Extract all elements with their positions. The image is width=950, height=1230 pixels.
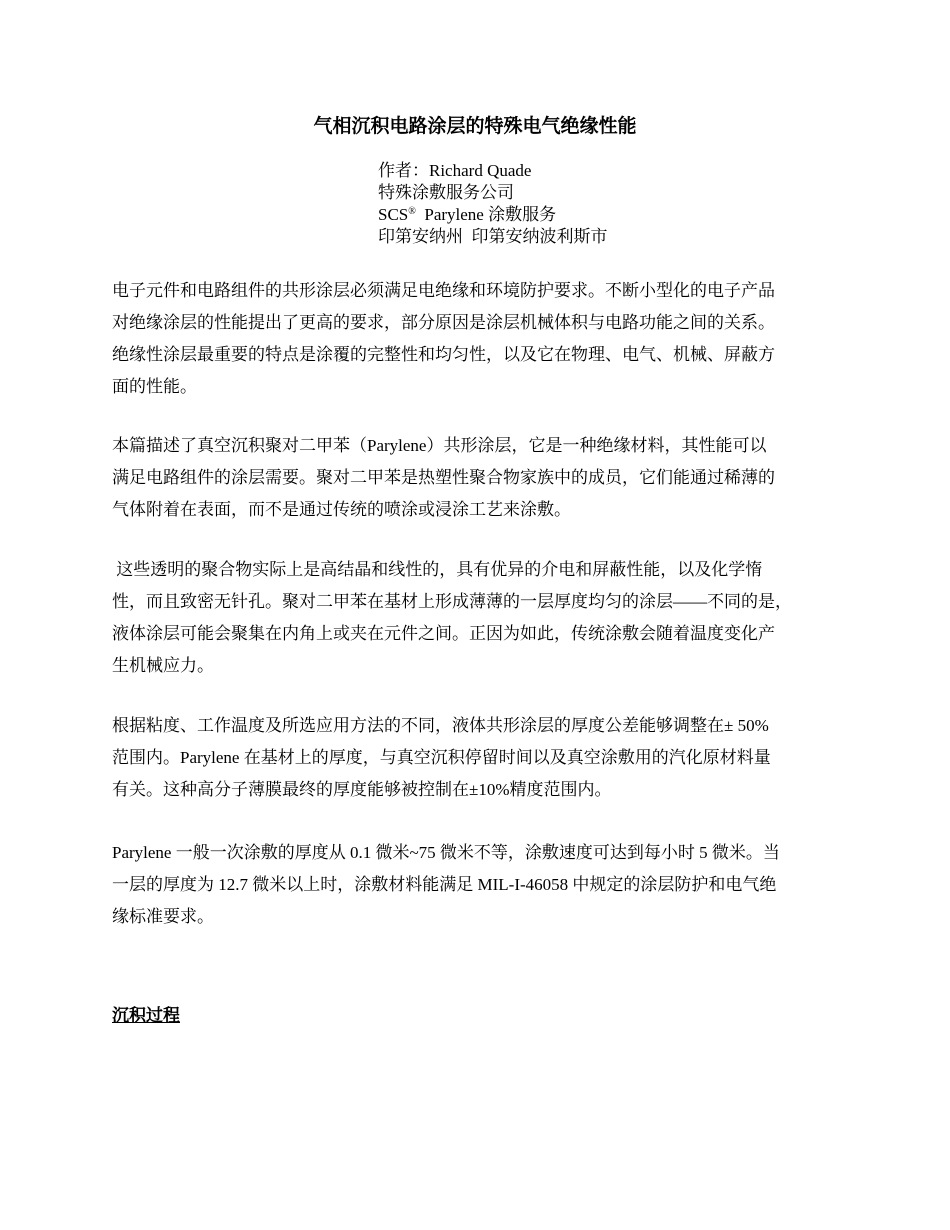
paragraph-1: [112, 275, 842, 403]
paragraph-line: 气体附着在表面，而不是通过传统的喷涂或浸涂工艺来涂敷。: [112, 500, 571, 519]
author-name: 作者：Richard Quade: [378, 161, 532, 180]
paragraph-line: 对绝缘涂层的性能提出了更高的要求，部分原因是涂层机械体积与电路功能之间的关系。: [112, 313, 775, 332]
paragraph-line: 缘标准要求。: [112, 907, 214, 926]
paragraph-line: 有关。这种高分子薄膜最终的厚度能够被控制在±10%精度范围内。: [112, 780, 612, 799]
author-location: 印第安纳州 印第安纳波利斯市: [378, 227, 608, 246]
paragraph-4: [112, 710, 842, 806]
paragraph-line: 这些透明的聚合物实际上是高结晶和线性的，具有优异的介电和屏蔽性能，以及化学惰: [112, 560, 763, 579]
document-title: 气相沉积电路涂层的特殊电气绝缘性能: [313, 116, 637, 137]
paragraph-5: [112, 837, 842, 933]
paragraph-line: 性，而且致密无针孔。聚对二甲苯在基材上形成薄薄的一层厚度均匀的涂层——不同的是，: [112, 592, 792, 611]
paragraph-line: Parylene 一般一次涂敷的厚度从 0.1 微米~75 微米不等，涂敷速度可达到每小时 5 微米。当: [112, 843, 780, 862]
paragraph-line: 本篇描述了真空沉积聚对二甲苯（Parylene）共形涂层，它是一种绝缘材料，其性能可以: [112, 436, 767, 455]
author-service: [378, 204, 608, 226]
paragraph-line: 面的性能。: [112, 377, 197, 396]
registered-mark: ®: [408, 206, 416, 217]
service-suffix: Parylene 涂敷服务: [415, 205, 557, 224]
paragraph-line: 满足电路组件的涂层需要。聚对二甲苯是热塑性聚合物家族中的成员，它们能通过稀薄的: [112, 468, 775, 487]
author-company: 特殊涂敷服务公司: [378, 183, 514, 202]
section-heading: 沉积过程: [112, 1006, 180, 1025]
paragraph-line: 一层的厚度为 12.7 微米以上时，涂敷材料能满足 MIL-I-46058 中规定的涂层防护和电气绝: [112, 875, 777, 894]
paragraph-2: [112, 430, 842, 526]
paragraph-3: [112, 554, 842, 682]
author-block: [378, 160, 608, 248]
paragraph-line: 电子元件和电路组件的共形涂层必须满足电绝缘和环境防护要求。不断小型化的电子产品: [112, 281, 775, 300]
paragraph-line: 液体涂层可能会聚集在内角上或夹在元件之间。正因为如此，传统涂敷会随着温度变化产: [112, 624, 775, 643]
paragraph-line: 范围内。Parylene 在基材上的厚度，与真空沉积停留时间以及真空涂敷用的汽化原材料量: [112, 748, 771, 767]
paragraph-line: 绝缘性涂层最重要的特点是涂覆的完整性和均匀性，以及它在物理、电气、机械、屏蔽方: [112, 345, 775, 364]
paragraph-line: 生机械应力。: [112, 656, 214, 675]
paragraph-line: 根据粘度、工作温度及所选应用方法的不同，液体共形涂层的厚度公差能够调整在± 50%: [112, 716, 769, 735]
service-prefix: SCS: [378, 205, 409, 224]
